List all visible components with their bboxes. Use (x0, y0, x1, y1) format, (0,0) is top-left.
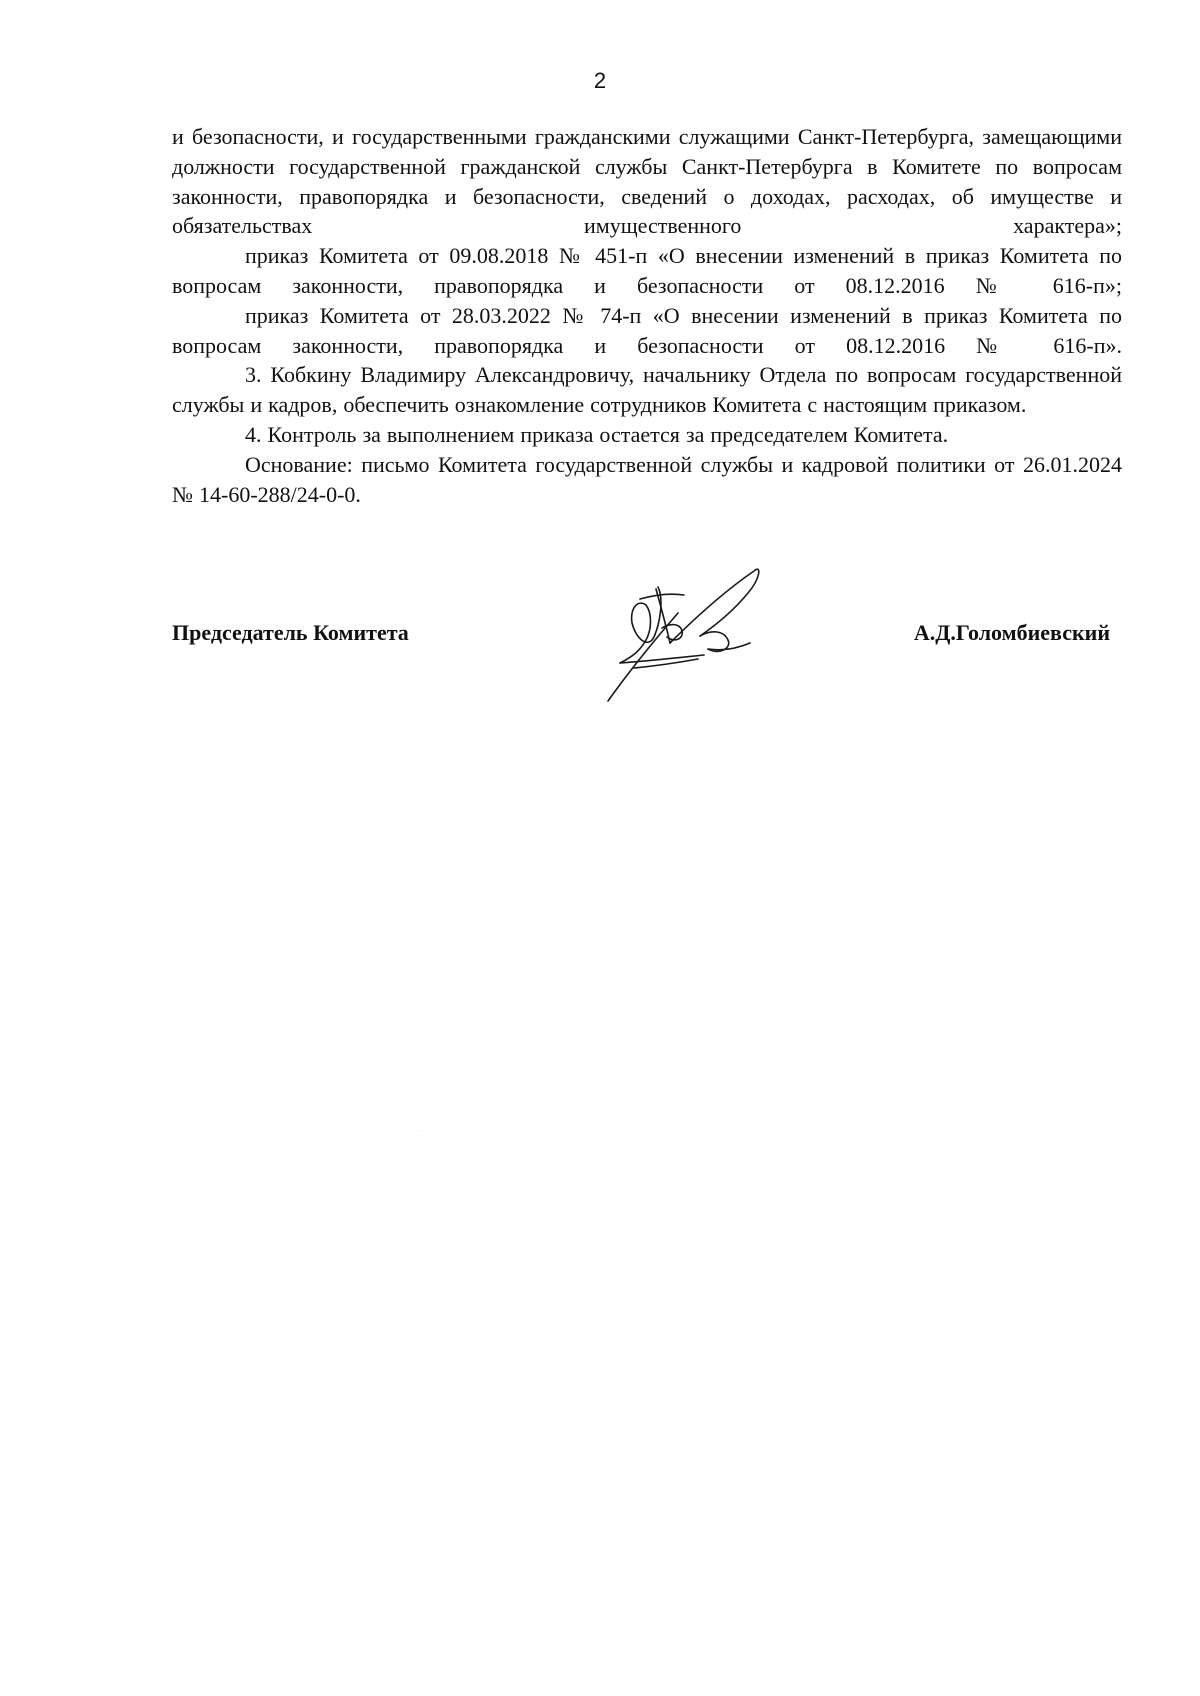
page-number: 2 (593, 68, 607, 93)
signer-title: Председатель Комитета (172, 620, 409, 645)
paragraph-item-4: 4. Контроль за выполнением приказа остается за председателем Комитета. (245, 421, 949, 447)
paragraph-basis: Основание: письмо Комитета государственной службы и кадровой политики от 26.01.2024 № 14-60-288/24-0-0. (172, 451, 1122, 507)
document-body (172, 122, 1122, 509)
signer-name: А.Д.Голомбиевский (913, 620, 1110, 645)
paragraph-continuation: и безопасности, и государственными гражданскими служащими Санкт-Петербурга, замещающими должности государственной гражданской службы Санкт-Петербурга в Комитете по вопросам законности, правопорядка и безопасности, сведений о доходах, расходах, об имуществе и обязательствах имущественного характера»; (172, 124, 1122, 239)
paragraph-order-2018: приказ Комитета от 09.08.2018 № 451-п «О внесении изменений в приказ Комитета по вопросам законности, правопорядка и безопасности от 08.12.2016 № 616-п»; (172, 243, 1122, 298)
scan-artifact (419, 1130, 420, 1131)
paragraph-order-2022: приказ Комитета от 28.03.2022 № 74-п «О внесении изменений в приказ Комитета по вопросам законности, правопорядка и безопасности от 08.12.2016 № 616-п». (172, 302, 1122, 358)
paragraph-item-3: 3. Кобкину Владимиру Александровичу, начальнику Отдела по вопросам государственной службы и кадров, обеспечить ознакомление сотрудников Комитета с настоящим приказом. (172, 362, 1122, 418)
handwritten-signature (600, 565, 770, 705)
